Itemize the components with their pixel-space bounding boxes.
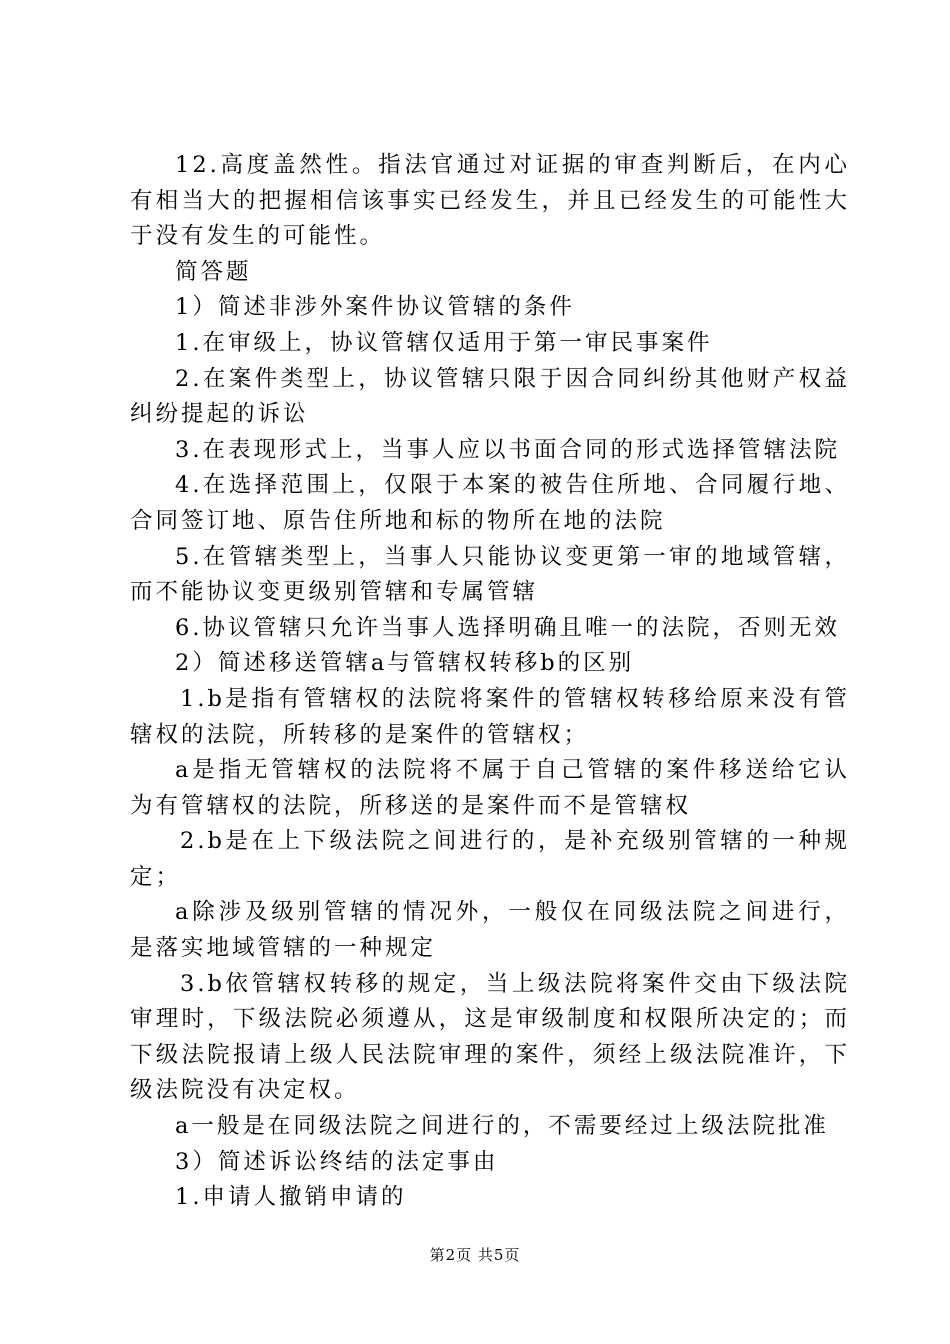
answer-item: 3.在表现形式上，当事人应以书面合同的形式选择管辖法院	[175, 436, 840, 463]
answer-item: 4.在选择范围上，仅限于本案的被告住所地、合同履行地、合同签订地、原告住所地和标的物所在地的法院	[130, 472, 850, 534]
answer-item: 2.b是在上下级法院之间进行的，是补充级别管辖的一种规定；	[130, 828, 850, 890]
answer-item: a除涉及级别管辖的情况外，一般仅在同级法院之间进行，是落实地域管辖的一种规定	[130, 899, 850, 962]
section-heading-short-answer: 简答题	[175, 258, 252, 285]
answer-item: a是指无管辖权的法院将不属于自己管辖的案件移送给它认为有管辖权的法院，所移送的是案件而不是管辖权	[130, 757, 850, 819]
paragraph-definition-12: 12.高度盖然性。指法官通过对证据的审查判断后，在内心有相当大的把握相信该事实已经发生，并且已经发生的可能性大于没有发生的可能性。	[130, 152, 850, 250]
question-heading-1: 1）简述非涉外案件协议管辖的条件	[175, 294, 575, 321]
document-body	[130, 148, 850, 1216]
answer-item: a一般是在同级法院之间进行的，不需要经过上级法院批准	[175, 1113, 829, 1140]
question-heading-2: 2）简述移送管辖a与管辖权转移b的区别	[175, 650, 635, 677]
answer-item: 3.b依管辖权转移的规定，当上级法院将案件交由下级法院审理时，下级法院必须遵从，这是审级制度和权限所决定的；而下级法院报请上级人民法院审理的案件，须经上级法院准许，下级法院没有决定权。	[130, 970, 850, 1104]
answer-item: 2.在案件类型上，协议管辖只限于因合同纠纷其他财产权益纠纷提起的诉讼	[130, 365, 850, 428]
answer-item: 5.在管辖类型上，当事人只能协议变更第一审的地域管辖，而不能协议变更级别管辖和专属管辖	[130, 543, 850, 606]
answer-item: 1.b是指有管辖权的法院将案件的管辖权转移给原来没有管辖权的法院，所转移的是案件的管辖权；	[130, 685, 850, 748]
answer-item: 1.申请人撤销申请的	[175, 1184, 407, 1211]
question-heading-3: 3）简述诉讼终结的法定事由	[175, 1148, 499, 1175]
answer-item: 1.在审级上，协议管辖仅适用于第一审民事案件	[175, 329, 713, 356]
page-number-footer: 第2页 共5页	[429, 1246, 521, 1264]
answer-item: 6.协议管辖只允许当事人选择明确且唯一的法院，否则无效	[175, 614, 840, 641]
